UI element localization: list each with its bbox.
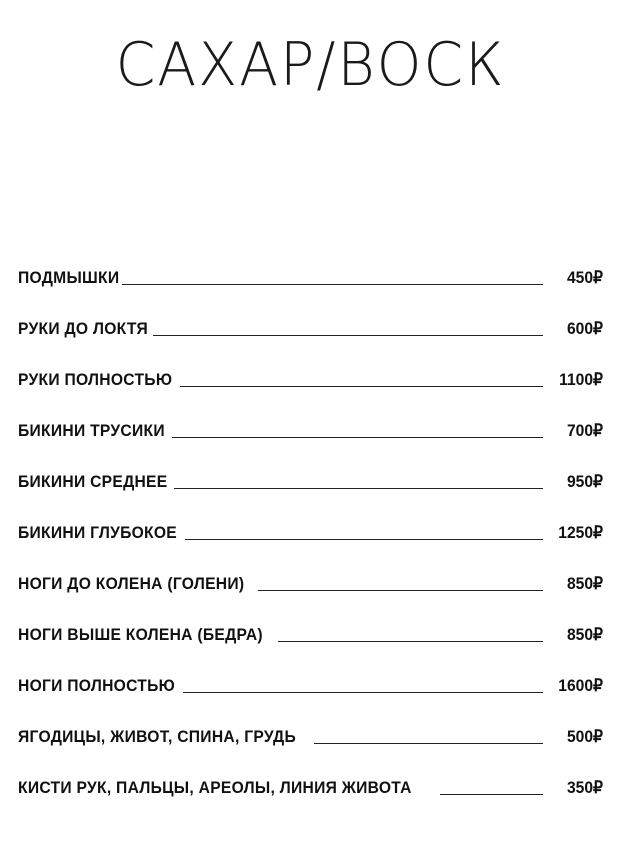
service-price: 1600₽ bbox=[558, 676, 603, 695]
service-name: БИКИНИ ГЛУБОКОЕ bbox=[18, 523, 178, 542]
leader-line bbox=[122, 284, 543, 285]
service-name: БИКИНИ ТРУСИКИ bbox=[18, 421, 165, 440]
service-price: 850₽ bbox=[566, 625, 603, 644]
service-name: ЯГОДИЦЫ, ЖИВОТ, СПИНА, ГРУДЬ bbox=[18, 727, 296, 746]
leader-line bbox=[185, 539, 543, 540]
leader-line bbox=[172, 437, 543, 438]
service-price: 450₽ bbox=[566, 268, 603, 287]
service-name: НОГИ ВЫШЕ КОЛЕНА (БЕДРА) bbox=[18, 625, 263, 644]
service-price: 1250₽ bbox=[558, 523, 603, 542]
price-row bbox=[18, 360, 603, 390]
service-name: КИСТИ РУК, ПАЛЬЦЫ, АРЕОЛЫ, ЛИНИЯ ЖИВОТА bbox=[18, 778, 412, 797]
service-price: 950₽ bbox=[566, 472, 603, 491]
leader-line bbox=[278, 641, 543, 642]
service-name: РУКИ ПОЛНОСТЬЮ bbox=[18, 370, 173, 389]
price-row bbox=[18, 258, 603, 288]
price-row bbox=[18, 768, 603, 798]
service-price: 850₽ bbox=[566, 574, 603, 593]
price-row bbox=[18, 309, 603, 339]
leader-line bbox=[440, 794, 543, 795]
price-row bbox=[18, 513, 603, 543]
service-price: 1100₽ bbox=[559, 370, 603, 389]
leader-line bbox=[174, 488, 543, 489]
service-price: 600₽ bbox=[566, 319, 603, 338]
service-price: 700₽ bbox=[566, 421, 603, 440]
service-name: ПОДМЫШКИ bbox=[18, 268, 120, 287]
service-name: РУКИ ДО ЛОКТЯ bbox=[18, 319, 148, 338]
service-name: НОГИ ДО КОЛЕНА (ГОЛЕНИ) bbox=[18, 574, 245, 593]
leader-line bbox=[258, 590, 543, 591]
service-name: БИКИНИ СРЕДНЕЕ bbox=[18, 472, 168, 491]
page-title: САХАР/ВОСК bbox=[115, 30, 506, 100]
price-row bbox=[18, 564, 603, 594]
price-row bbox=[18, 462, 603, 492]
price-row bbox=[18, 666, 603, 696]
service-price: 500₽ bbox=[566, 727, 603, 746]
leader-line bbox=[180, 386, 543, 387]
leader-line bbox=[314, 743, 543, 744]
service-name: НОГИ ПОЛНОСТЬЮ bbox=[18, 676, 176, 695]
leader-line bbox=[153, 335, 543, 336]
price-row bbox=[18, 411, 603, 441]
leader-line bbox=[183, 692, 543, 693]
price-row bbox=[18, 615, 603, 645]
service-price: 350₽ bbox=[566, 778, 603, 797]
price-row bbox=[18, 717, 603, 747]
